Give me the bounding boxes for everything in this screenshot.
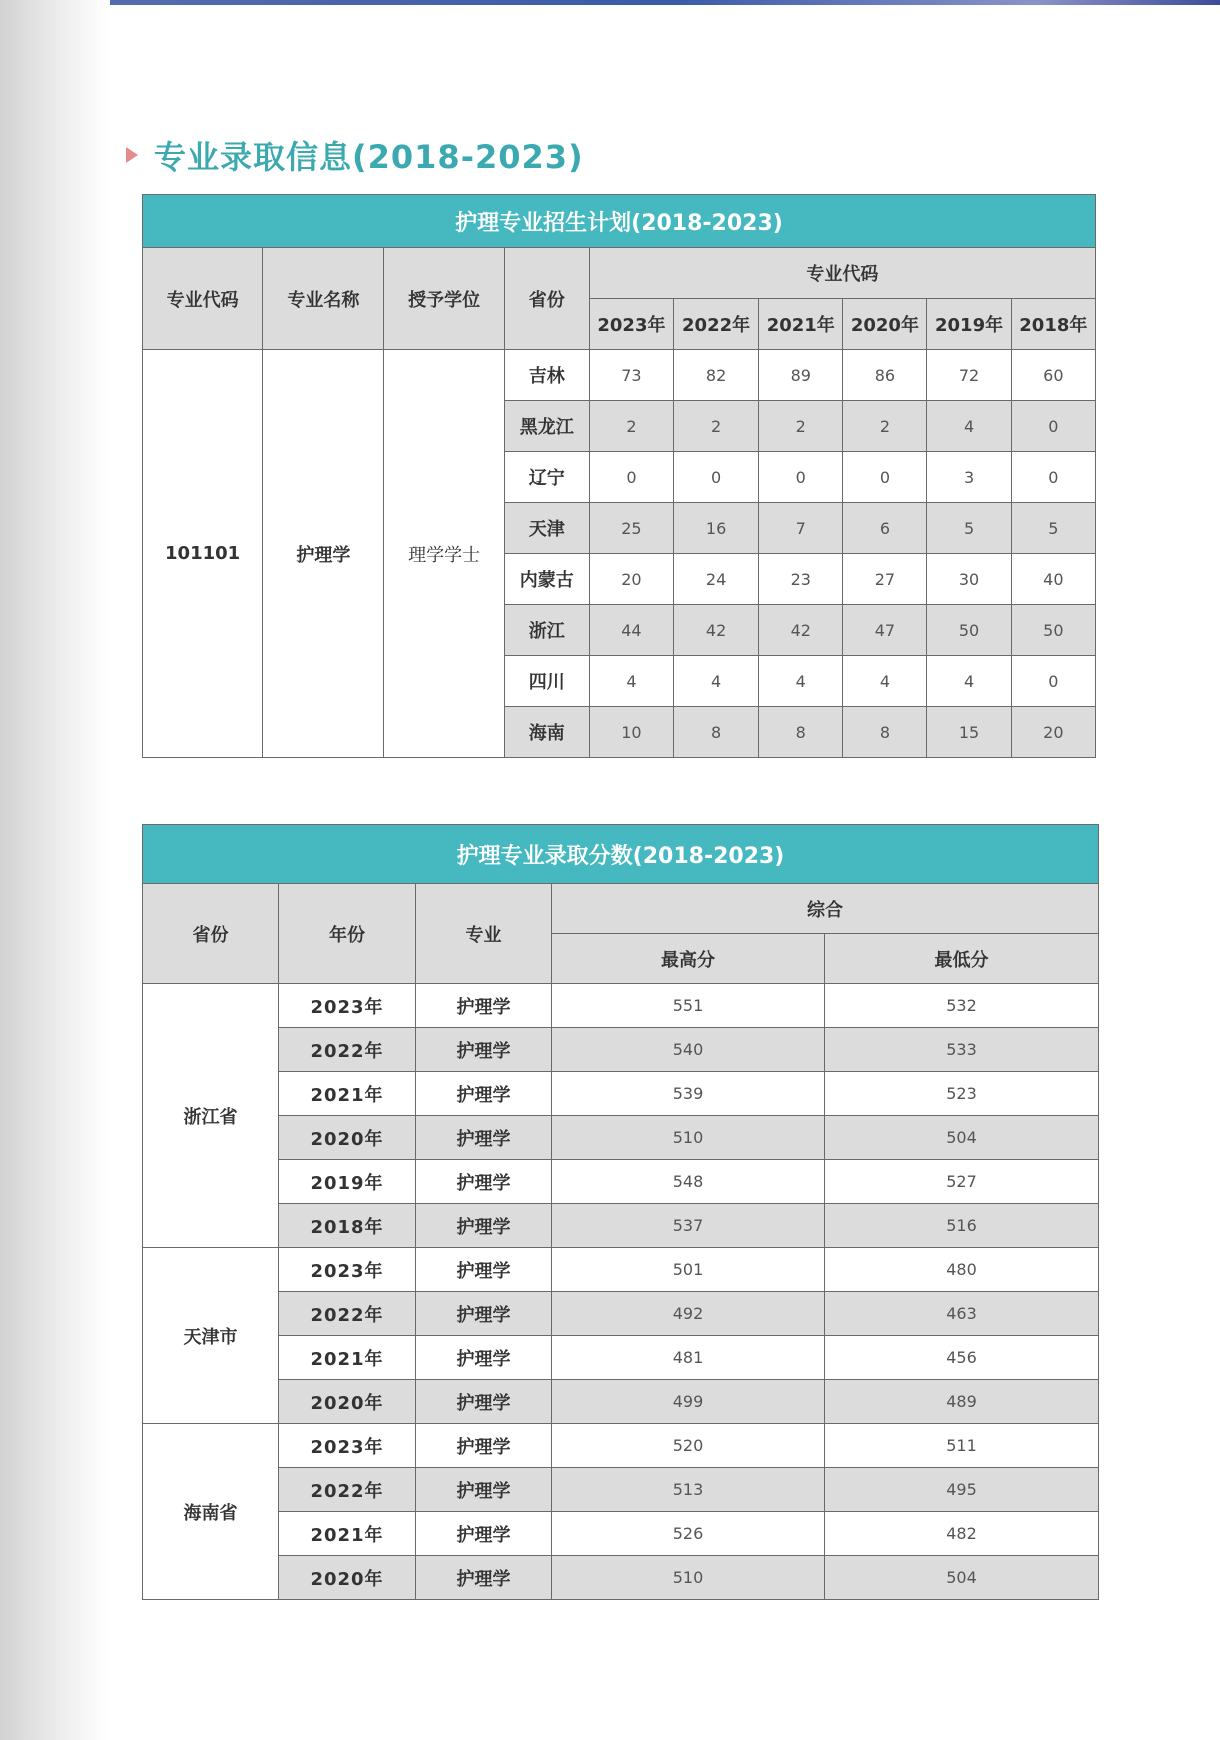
- major-cell: 护理学: [416, 1160, 552, 1204]
- min-score-cell: 495: [825, 1468, 1099, 1512]
- plan-value-cell: 82: [674, 350, 759, 401]
- table-row: [143, 1424, 1099, 1468]
- triangle-marker-icon: [126, 147, 138, 163]
- plan-value-cell: 2: [843, 401, 927, 452]
- table-row: [143, 1072, 1099, 1116]
- plan-value-cell: 24: [674, 554, 759, 605]
- header-year: 2021年: [759, 299, 843, 350]
- year-cell: 2022年: [279, 1292, 416, 1336]
- province-cell: 辽宁: [504, 452, 589, 503]
- province-cell: 内蒙古: [504, 554, 589, 605]
- table-row: [143, 1116, 1099, 1160]
- plan-value-cell: 0: [674, 452, 759, 503]
- header-major-code: 专业代码: [143, 248, 263, 350]
- plan-value-cell: 20: [1011, 707, 1095, 758]
- plan-value-cell: 27: [843, 554, 927, 605]
- plan-value-cell: 25: [589, 503, 673, 554]
- major-cell: 护理学: [416, 1556, 552, 1600]
- plan-value-cell: 0: [1011, 401, 1095, 452]
- table-row: [143, 984, 1099, 1028]
- province-cell: 吉林: [504, 350, 589, 401]
- max-score-cell: 501: [552, 1248, 825, 1292]
- plan-value-cell: 0: [589, 452, 673, 503]
- top-edge-strip: [0, 0, 1220, 5]
- plan-value-cell: 0: [843, 452, 927, 503]
- max-score-cell: 492: [552, 1292, 825, 1336]
- max-score-cell: 510: [552, 1556, 825, 1600]
- table-row: [143, 1248, 1099, 1292]
- degree-cell: 理学学士: [384, 350, 504, 758]
- min-score-cell: 480: [825, 1248, 1099, 1292]
- min-score-cell: 527: [825, 1160, 1099, 1204]
- table-row: [143, 1292, 1099, 1336]
- min-score-cell: 482: [825, 1512, 1099, 1556]
- section-heading: [126, 130, 584, 180]
- province-cell: 天津市: [143, 1248, 279, 1424]
- table-row: [143, 1512, 1099, 1556]
- year-cell: 2022年: [279, 1028, 416, 1072]
- year-cell: 2023年: [279, 984, 416, 1028]
- plan-value-cell: 30: [927, 554, 1011, 605]
- min-score-cell: 511: [825, 1424, 1099, 1468]
- province-cell: 海南省: [143, 1424, 279, 1600]
- major-cell: 护理学: [416, 1292, 552, 1336]
- plan-value-cell: 20: [589, 554, 673, 605]
- max-score-cell: 540: [552, 1028, 825, 1072]
- plan-value-cell: 8: [759, 707, 843, 758]
- header-max-score: 最高分: [552, 934, 825, 984]
- max-score-cell: 513: [552, 1468, 825, 1512]
- plan-value-cell: 8: [674, 707, 759, 758]
- header-year: 2023年: [589, 299, 673, 350]
- plan-value-cell: 2: [674, 401, 759, 452]
- province-cell: 天津: [504, 503, 589, 554]
- plan-value-cell: 2: [589, 401, 673, 452]
- plan-value-cell: 47: [843, 605, 927, 656]
- major-cell: 护理学: [416, 1380, 552, 1424]
- min-score-cell: 523: [825, 1072, 1099, 1116]
- major-cell: 护理学: [416, 1248, 552, 1292]
- major-cell: 护理学: [416, 1512, 552, 1556]
- major-cell: 护理学: [416, 984, 552, 1028]
- plan-value-cell: 0: [759, 452, 843, 503]
- max-score-cell: 539: [552, 1072, 825, 1116]
- province-cell: 四川: [504, 656, 589, 707]
- plan-value-cell: 5: [1011, 503, 1095, 554]
- header-min-score: 最低分: [825, 934, 1099, 984]
- min-score-cell: 504: [825, 1556, 1099, 1600]
- year-cell: 2020年: [279, 1556, 416, 1600]
- plan-value-cell: 0: [1011, 656, 1095, 707]
- major-cell: 护理学: [416, 1424, 552, 1468]
- plan-value-cell: 4: [843, 656, 927, 707]
- year-cell: 2020年: [279, 1116, 416, 1160]
- table-row: [143, 1160, 1099, 1204]
- year-cell: 2022年: [279, 1468, 416, 1512]
- table-row: [143, 1028, 1099, 1072]
- header-year-group: 专业代码: [589, 248, 1095, 299]
- plan-value-cell: 73: [589, 350, 673, 401]
- plan-value-cell: 8: [843, 707, 927, 758]
- plan-value-cell: 42: [674, 605, 759, 656]
- plan-value-cell: 89: [759, 350, 843, 401]
- plan-table-title: 护理专业招生计划(2018-2023): [143, 195, 1096, 248]
- table-row: [143, 1556, 1099, 1600]
- plan-value-cell: 4: [674, 656, 759, 707]
- plan-value-cell: 4: [927, 656, 1011, 707]
- major-code-cell: 101101: [143, 350, 263, 758]
- table-row: [143, 1380, 1099, 1424]
- plan-value-cell: 50: [927, 605, 1011, 656]
- plan-value-cell: 4: [589, 656, 673, 707]
- header-comprehensive: 综合: [552, 884, 1099, 934]
- table-row: [143, 1336, 1099, 1380]
- plan-value-cell: 60: [1011, 350, 1095, 401]
- plan-value-cell: 40: [1011, 554, 1095, 605]
- header-year: 年份: [279, 884, 416, 984]
- score-table-title: 护理专业录取分数(2018-2023): [143, 825, 1099, 884]
- major-cell: 护理学: [416, 1072, 552, 1116]
- plan-value-cell: 3: [927, 452, 1011, 503]
- province-cell: 黑龙江: [504, 401, 589, 452]
- max-score-cell: 499: [552, 1380, 825, 1424]
- plan-value-cell: 44: [589, 605, 673, 656]
- min-score-cell: 463: [825, 1292, 1099, 1336]
- header-year: 2020年: [843, 299, 927, 350]
- table-row: [143, 1204, 1099, 1248]
- enrollment-plan-table: [142, 194, 1096, 758]
- max-score-cell: 520: [552, 1424, 825, 1468]
- year-cell: 2021年: [279, 1072, 416, 1116]
- section-title: 专业录取信息(2018-2023): [154, 138, 584, 176]
- year-cell: 2019年: [279, 1160, 416, 1204]
- plan-value-cell: 4: [759, 656, 843, 707]
- year-cell: 2023年: [279, 1424, 416, 1468]
- header-degree: 授予学位: [384, 248, 504, 350]
- header-province: 省份: [504, 248, 589, 350]
- min-score-cell: 532: [825, 984, 1099, 1028]
- major-cell: 护理学: [416, 1028, 552, 1072]
- major-cell: 护理学: [416, 1468, 552, 1512]
- header-year: 2018年: [1011, 299, 1095, 350]
- max-score-cell: 548: [552, 1160, 825, 1204]
- header-year: 2019年: [927, 299, 1011, 350]
- year-cell: 2018年: [279, 1204, 416, 1248]
- header-major-name: 专业名称: [263, 248, 384, 350]
- header-major: 专业: [416, 884, 552, 984]
- min-score-cell: 533: [825, 1028, 1099, 1072]
- plan-value-cell: 6: [843, 503, 927, 554]
- plan-value-cell: 0: [1011, 452, 1095, 503]
- province-cell: 海南: [504, 707, 589, 758]
- min-score-cell: 504: [825, 1116, 1099, 1160]
- plan-value-cell: 10: [589, 707, 673, 758]
- min-score-cell: 456: [825, 1336, 1099, 1380]
- plan-value-cell: 2: [759, 401, 843, 452]
- plan-value-cell: 50: [1011, 605, 1095, 656]
- max-score-cell: 481: [552, 1336, 825, 1380]
- year-cell: 2021年: [279, 1336, 416, 1380]
- admission-score-table: [142, 824, 1099, 1600]
- year-cell: 2023年: [279, 1248, 416, 1292]
- province-cell: 浙江省: [143, 984, 279, 1248]
- table-row: [143, 1468, 1099, 1512]
- plan-value-cell: 72: [927, 350, 1011, 401]
- header-year: 2022年: [674, 299, 759, 350]
- plan-value-cell: 86: [843, 350, 927, 401]
- major-cell: 护理学: [416, 1336, 552, 1380]
- max-score-cell: 510: [552, 1116, 825, 1160]
- max-score-cell: 551: [552, 984, 825, 1028]
- max-score-cell: 526: [552, 1512, 825, 1556]
- plan-value-cell: 16: [674, 503, 759, 554]
- plan-value-cell: 42: [759, 605, 843, 656]
- min-score-cell: 489: [825, 1380, 1099, 1424]
- plan-value-cell: 5: [927, 503, 1011, 554]
- plan-value-cell: 7: [759, 503, 843, 554]
- year-cell: 2020年: [279, 1380, 416, 1424]
- plan-value-cell: 15: [927, 707, 1011, 758]
- page-left-shadow: [0, 0, 110, 1740]
- plan-value-cell: 4: [927, 401, 1011, 452]
- header-province: 省份: [143, 884, 279, 984]
- major-cell: 护理学: [416, 1204, 552, 1248]
- province-cell: 浙江: [504, 605, 589, 656]
- major-name-cell: 护理学: [263, 350, 384, 758]
- year-cell: 2021年: [279, 1512, 416, 1556]
- major-cell: 护理学: [416, 1116, 552, 1160]
- max-score-cell: 537: [552, 1204, 825, 1248]
- table-row: [143, 350, 1096, 401]
- plan-value-cell: 23: [759, 554, 843, 605]
- min-score-cell: 516: [825, 1204, 1099, 1248]
